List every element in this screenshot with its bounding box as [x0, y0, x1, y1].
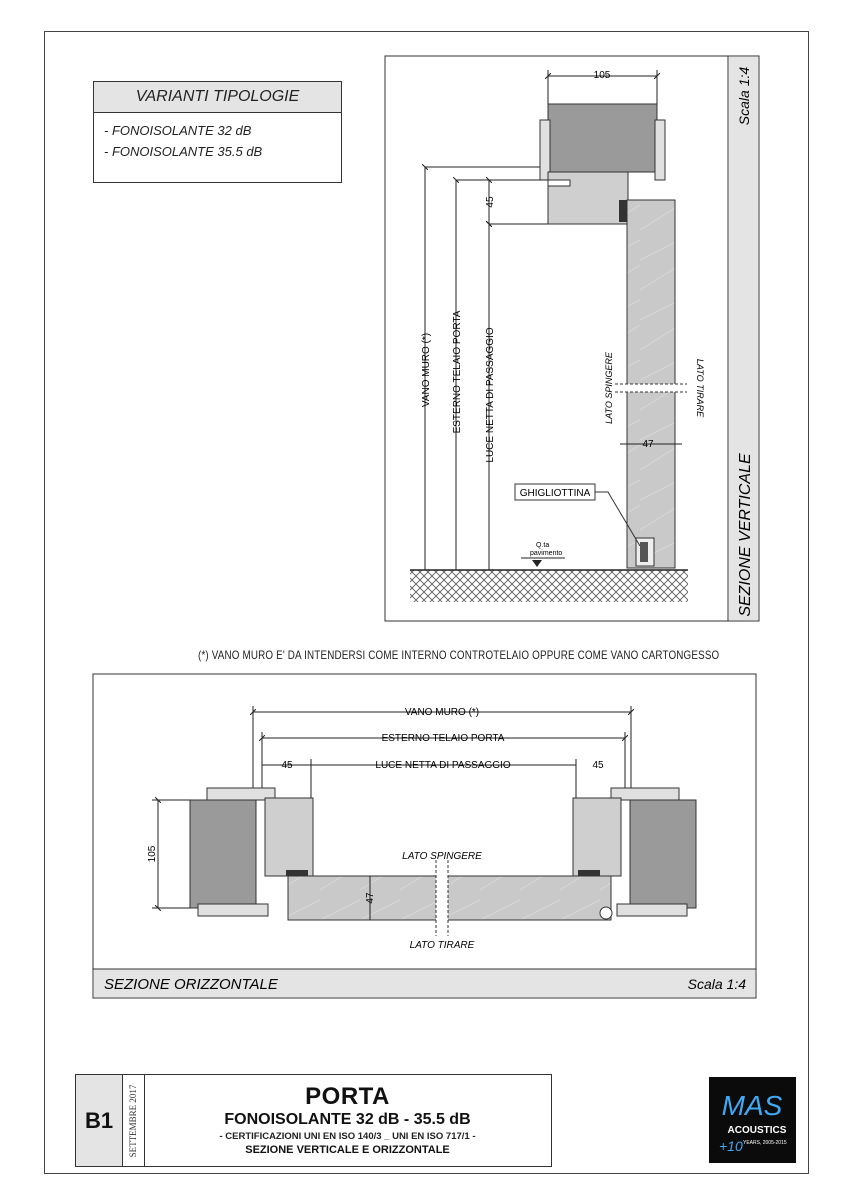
label-lato-spingere-vertical: LATO SPINGERE	[604, 352, 614, 424]
dim-105-horizontal: 105	[147, 845, 158, 863]
logo-mark: MAS	[721, 1090, 783, 1121]
variant-item-2: - FONOISOLANTE 35.5 dB	[104, 144, 263, 159]
drawing-title: PORTA	[305, 1083, 390, 1110]
horizontal-scale: Scala 1:4	[687, 976, 746, 992]
dim-45-left: 45	[281, 760, 293, 771]
label-esterno-telaio-horizontal: ESTERNO TELAIO PORTA	[381, 733, 505, 744]
logo-graphic	[709, 1077, 796, 1163]
label-lato-tirare-horizontal: LATO TIRARE	[409, 940, 475, 951]
label-esterno-telaio-vertical: ESTERNO TELAIO PORTA	[452, 310, 463, 434]
drawing-date-cell	[122, 1075, 145, 1166]
drawing-code: B1	[76, 1075, 123, 1166]
vertical-scale: Scala 1:4	[736, 66, 752, 126]
dim-47-horizontal: 47	[365, 892, 376, 904]
label-quota: Q.ta	[536, 542, 550, 549]
label-luce-netta-vertical: LUCE NETTA DI PASSAGGIO	[485, 327, 496, 463]
dim-45-right: 45	[592, 760, 604, 771]
dim-45-vertical: 45	[485, 196, 496, 208]
label-pavimento: pavimento	[530, 550, 563, 557]
dim-105-top: 105	[593, 70, 611, 81]
vertical-section-label: SEZIONE VERTICALE	[737, 453, 754, 617]
logo-name: ACOUSTICS	[727, 1125, 787, 1136]
variants-title: VARIANTI TIPOLOGIE	[94, 82, 341, 113]
wall-opening-note: (*) VANO MURO E' DA INTENDERSI COME INTERNO CONTROTELAIO OPPURE COME VANO CARTONGESSO	[198, 648, 720, 662]
label-vano-muro-horizontal: VANO MURO (*)	[404, 707, 480, 718]
drawing-date: SETTEMBRE 2017	[128, 1084, 138, 1157]
label-luce-netta-horizontal: LUCE NETTA DI PASSAGGIO	[375, 760, 511, 771]
label-lato-spingere-horizontal: LATO SPINGERE	[402, 851, 482, 862]
label-vano-muro-vertical: VANO MURO (*)	[421, 332, 432, 408]
title-block	[75, 1074, 552, 1167]
drawing-subtitle: FONOISOLANTE 32 dB - 35.5 dB	[224, 1111, 471, 1128]
label-lato-tirare-vertical: LATO TIRARE	[695, 358, 705, 418]
drawing-certifications: - CERTIFICAZIONI UNI EN ISO 140/3 _ UNI EN ISO 717/1 -	[219, 1131, 476, 1142]
logo-anniversary: +10	[719, 1138, 743, 1154]
dim-47-vertical: 47	[642, 439, 654, 450]
label-ghigliottina: GHIGLIOTTINA	[519, 488, 591, 499]
drawing-section-caption: SEZIONE VERTICALE E ORIZZONTALE	[245, 1144, 450, 1156]
logo-years: YEARS, 2005-2015	[743, 1140, 787, 1146]
variant-item-1: - FONOISOLANTE 32 dB	[104, 123, 252, 138]
mas-acoustics-logo	[709, 1077, 796, 1163]
title-block-main	[144, 1075, 551, 1166]
horizontal-section-label: SEZIONE ORIZZONTALE	[104, 976, 278, 993]
